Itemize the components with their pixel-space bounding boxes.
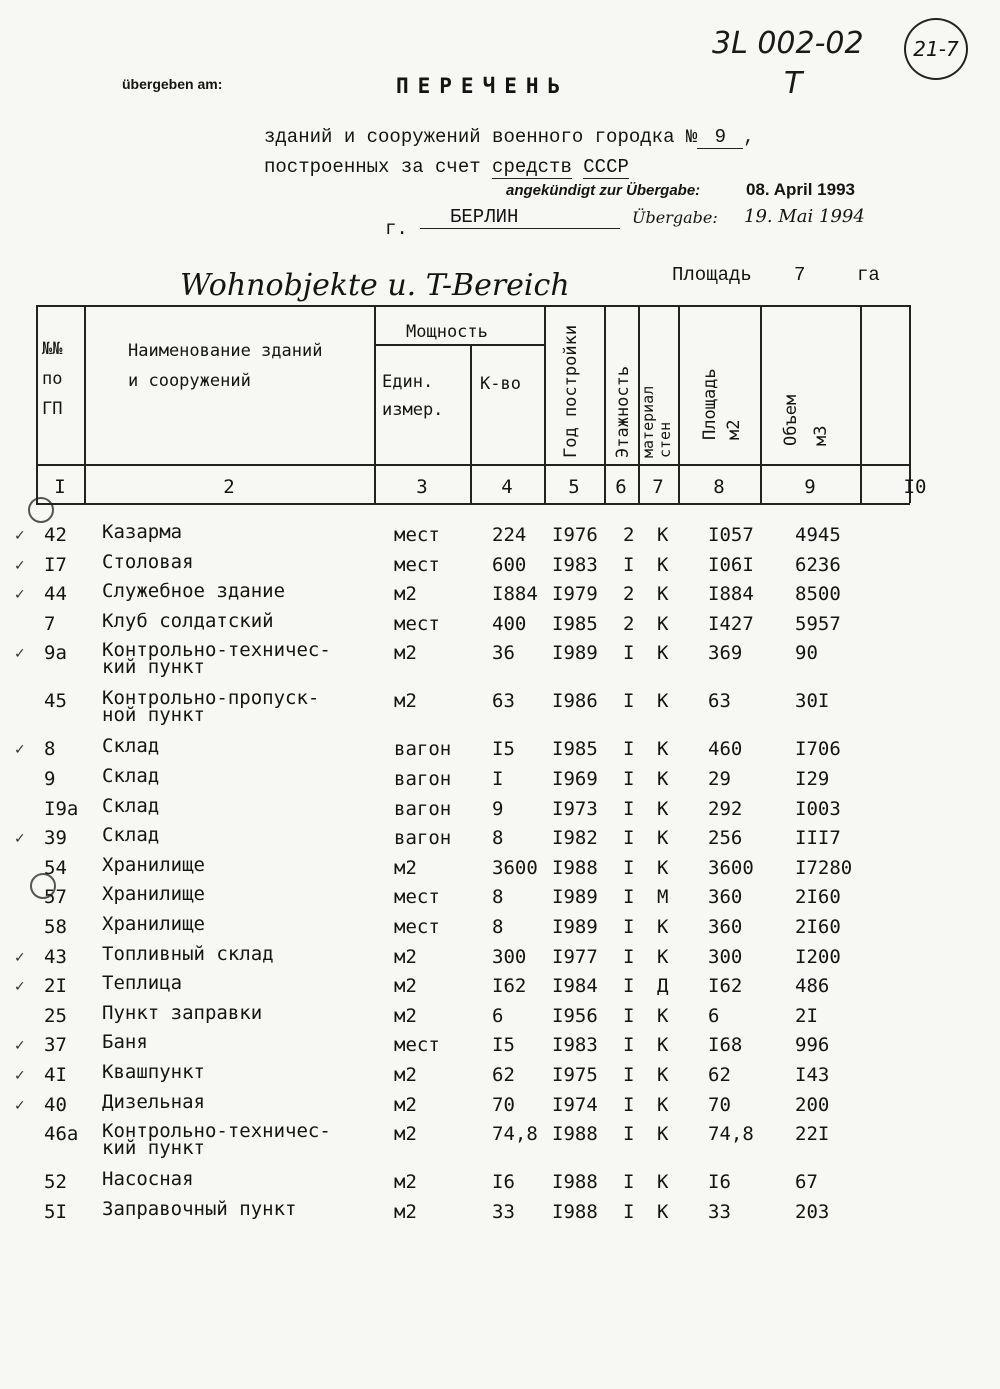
cell-name: Склад xyxy=(102,794,160,817)
handwritten-note: Wohnobjekte u. T-Bereich xyxy=(180,268,570,303)
cell-qty: 62 xyxy=(492,1064,515,1086)
cell-material: К xyxy=(657,612,669,635)
area-label: Площадь xyxy=(672,264,752,286)
cell-name: Хранилище xyxy=(102,913,205,935)
cell-area: 6 xyxy=(708,1004,720,1027)
cell-year: I977 xyxy=(552,945,598,968)
cell-area: I427 xyxy=(708,612,754,635)
cell-num: 44 xyxy=(44,583,67,606)
cell-floors: I xyxy=(623,1034,635,1057)
handover-date: 19. Mai 1994 xyxy=(744,206,865,227)
cell-name: Казарма xyxy=(102,521,183,543)
cell-unit: мест xyxy=(394,553,440,576)
title-line-1-suffix: , xyxy=(743,126,755,148)
column-number: 3 xyxy=(416,476,428,498)
punch-hole-top xyxy=(28,497,54,523)
country-text: СССР xyxy=(583,156,629,178)
cell-material: К xyxy=(657,916,669,938)
checkmark: ✓ xyxy=(14,979,26,996)
announced-date: 08. April 1993 xyxy=(746,180,855,199)
city-prefix: г. xyxy=(385,218,408,240)
column-number: 9 xyxy=(804,476,816,498)
cell-unit: м2 xyxy=(394,642,417,665)
cell-num: 42 xyxy=(44,524,67,546)
cell-num: 5I xyxy=(44,1200,67,1223)
cell-name: Склад xyxy=(102,824,160,847)
header-num: №№ по ГП xyxy=(42,339,63,419)
cell-qty: I884 xyxy=(492,583,538,606)
header-capacity: Мощность xyxy=(406,322,488,342)
cell-volume: I200 xyxy=(795,945,841,968)
cell-qty: 6 xyxy=(492,1004,504,1027)
uebergeben-label: übergeben am: xyxy=(122,76,223,92)
announced-label: angekündigt zur Übergabe: xyxy=(506,182,701,199)
cell-name: Контрольно-техничес- кий пункт xyxy=(102,639,331,679)
cell-volume: 6236 xyxy=(795,553,841,576)
cell-floors: I xyxy=(623,1200,635,1223)
cell-floors: I xyxy=(623,1064,635,1086)
cell-volume: 4945 xyxy=(795,524,841,546)
cell-unit: м2 xyxy=(394,975,417,998)
cell-floors: I xyxy=(623,768,635,790)
cell-material: К xyxy=(657,1064,669,1086)
cell-qty: 70 xyxy=(492,1093,515,1116)
cell-year: I975 xyxy=(552,1064,598,1086)
cell-volume: 90 xyxy=(795,642,818,665)
cell-unit: м2 xyxy=(394,1123,417,1146)
column-number: I xyxy=(54,476,66,498)
cell-floors: I xyxy=(623,975,635,998)
cell-floors: I xyxy=(623,642,635,665)
cell-area: I62 xyxy=(708,975,743,998)
cell-num: 37 xyxy=(44,1034,67,1057)
cell-qty: 74,8 xyxy=(492,1123,538,1146)
cell-volume: I29 xyxy=(795,768,830,790)
cell-area: 360 xyxy=(708,886,743,909)
cell-name: Теплица xyxy=(102,972,183,995)
cell-qty: I5 xyxy=(492,738,515,761)
cell-num: 4I xyxy=(44,1064,67,1086)
cell-volume: I706 xyxy=(795,738,841,761)
cell-material: К xyxy=(657,738,669,761)
cell-volume: 67 xyxy=(795,1171,818,1194)
cell-material: Д xyxy=(657,975,669,998)
cell-num: 43 xyxy=(44,945,67,968)
cell-material: К xyxy=(657,553,669,576)
cell-name: Служебное здание xyxy=(102,580,286,603)
cell-floors: I xyxy=(623,690,635,713)
cell-floors: I xyxy=(623,1093,635,1116)
checkmark: ✓ xyxy=(14,1038,26,1055)
cell-unit: мест xyxy=(394,916,440,938)
checkmark: ✓ xyxy=(14,587,26,604)
header-name: Наименование зданий и сооружений xyxy=(128,341,323,391)
cell-floors: I xyxy=(623,797,635,820)
cell-floors: 2 xyxy=(623,612,635,635)
cell-num: 52 xyxy=(44,1171,67,1194)
cell-material: К xyxy=(657,524,669,546)
cell-material: К xyxy=(657,797,669,820)
cell-qty: 8 xyxy=(492,827,504,850)
cell-material: М xyxy=(657,886,669,909)
column-number: 7 xyxy=(652,476,664,498)
cell-floors: I xyxy=(623,916,635,938)
cell-unit: м2 xyxy=(394,1093,417,1116)
cell-name: Контрольно-пропуск- ной пункт xyxy=(102,687,320,727)
cell-area: I68 xyxy=(708,1034,743,1057)
cell-qty: 400 xyxy=(492,612,527,635)
checkmark: ✓ xyxy=(14,831,26,848)
circle-mark: 21-7 xyxy=(904,18,968,80)
cell-unit: м2 xyxy=(394,1064,417,1086)
cell-material: К xyxy=(657,1171,669,1194)
cell-year: I988 xyxy=(552,856,598,879)
cell-area: 70 xyxy=(708,1093,731,1116)
cell-num: 54 xyxy=(44,856,67,879)
checkmark: ✓ xyxy=(14,949,26,966)
cell-num: 2I xyxy=(44,975,67,998)
cell-material: К xyxy=(657,1004,669,1027)
cell-name: Контрольно-техничес- кий пункт xyxy=(102,1120,331,1160)
cell-area: 360 xyxy=(708,916,743,938)
column-number: 4 xyxy=(501,476,513,498)
cell-volume: I003 xyxy=(795,797,841,820)
cell-qty: 8 xyxy=(492,886,504,909)
cell-material: К xyxy=(657,583,669,606)
title-line-2-text: построенных за счет xyxy=(264,156,481,178)
cell-year: I988 xyxy=(552,1200,598,1223)
header-area: Площадь м2 xyxy=(700,368,744,440)
cell-floors: 2 xyxy=(623,524,635,546)
header-volume: Объем м3 xyxy=(781,394,831,446)
cell-year: I988 xyxy=(552,1123,598,1146)
cell-num: 58 xyxy=(44,916,67,938)
cell-year: I983 xyxy=(552,553,598,576)
header-material: материал стен xyxy=(639,385,674,458)
title-line-1 xyxy=(264,126,755,149)
cell-area: 460 xyxy=(708,738,743,761)
cell-area: 62 xyxy=(708,1064,731,1086)
cell-name: Склад xyxy=(102,735,160,758)
cell-material: К xyxy=(657,642,669,665)
checkmark: ✓ xyxy=(14,742,26,759)
header-floors: Этажность xyxy=(613,365,633,458)
cell-floors: I xyxy=(623,856,635,879)
town-number: 9 xyxy=(697,126,743,149)
cell-num: 9 xyxy=(44,768,56,790)
cell-qty: 33 xyxy=(492,1200,515,1223)
cell-name: Баня xyxy=(102,1031,148,1054)
cell-material: К xyxy=(657,1034,669,1057)
cell-qty: 3600 xyxy=(492,856,538,879)
cell-unit: вагон xyxy=(394,827,452,850)
header-qty: К-во xyxy=(480,374,521,394)
column-number: 8 xyxy=(713,476,725,498)
cell-floors: I xyxy=(623,738,635,761)
cell-unit: мест xyxy=(394,524,440,546)
cell-area: 3600 xyxy=(708,856,754,879)
cell-qty: I6 xyxy=(492,1171,515,1194)
cell-volume: 200 xyxy=(795,1093,830,1116)
cell-floors: I xyxy=(623,827,635,850)
cell-area: I884 xyxy=(708,583,754,606)
cell-volume: I43 xyxy=(795,1064,830,1086)
cell-qty: 36 xyxy=(492,642,515,665)
cell-year: I976 xyxy=(552,524,598,546)
checkmark: ✓ xyxy=(14,1068,26,1084)
cell-floors: 2 xyxy=(623,583,635,606)
cell-year: I985 xyxy=(552,612,598,635)
cell-year: I989 xyxy=(552,916,598,938)
cell-name: Хранилище xyxy=(102,883,205,906)
cell-unit: м2 xyxy=(394,1200,417,1223)
header-year: Год постройки xyxy=(561,324,581,458)
cell-name: Пункт заправки xyxy=(102,1001,263,1024)
cell-unit: мест xyxy=(394,886,440,909)
cell-unit: м2 xyxy=(394,690,417,713)
cell-floors: I xyxy=(623,1171,635,1194)
checkmark: ✓ xyxy=(14,646,26,663)
cell-qty: I5 xyxy=(492,1034,515,1057)
cell-name: Клуб солдатский xyxy=(102,609,274,632)
cell-year: I989 xyxy=(552,642,598,665)
cell-year: I979 xyxy=(552,583,598,606)
cell-area: 63 xyxy=(708,690,731,713)
cell-num: 7 xyxy=(44,612,56,635)
cell-material: К xyxy=(657,690,669,713)
cell-volume: 2I xyxy=(795,1004,818,1027)
cell-num: 25 xyxy=(44,1004,67,1027)
cell-volume: I7280 xyxy=(795,856,853,879)
cell-volume: 996 xyxy=(795,1034,830,1057)
cell-num: I9а xyxy=(44,797,79,820)
column-number: 5 xyxy=(568,476,580,498)
cell-volume: III7 xyxy=(795,827,841,850)
cell-qty: 8 xyxy=(492,916,504,938)
cell-unit: вагон xyxy=(394,738,452,761)
header-unit: Един. измер. xyxy=(382,372,444,420)
cell-volume: 2I60 xyxy=(795,916,841,938)
cell-material: К xyxy=(657,1200,669,1223)
cell-name: Насосная xyxy=(102,1168,194,1191)
cell-area: 300 xyxy=(708,945,743,968)
cell-volume: 8500 xyxy=(795,583,841,606)
column-number: I0 xyxy=(903,476,927,498)
cell-qty: 63 xyxy=(492,690,515,713)
cell-name: Столовая xyxy=(102,550,194,573)
cell-name: Склад xyxy=(102,765,160,787)
column-number: 6 xyxy=(615,476,627,498)
cell-unit: мест xyxy=(394,1034,440,1057)
checkmark: ✓ xyxy=(14,557,26,574)
cell-material: К xyxy=(657,827,669,850)
checkmark: ✓ xyxy=(14,528,26,544)
cell-area: 29 xyxy=(708,768,731,790)
cell-unit: м2 xyxy=(394,583,417,606)
cell-area: 33 xyxy=(708,1200,731,1223)
cell-year: I983 xyxy=(552,1034,598,1057)
cell-name: Квашпункт xyxy=(102,1061,205,1083)
cell-volume: 22I xyxy=(795,1123,830,1146)
cell-volume: 5957 xyxy=(795,612,841,635)
cell-name: Топливный склад xyxy=(102,942,274,965)
cell-unit: вагон xyxy=(394,768,452,790)
cell-qty: I62 xyxy=(492,975,527,998)
cell-num: I7 xyxy=(44,553,67,576)
cell-name: Дизельная xyxy=(102,1090,205,1113)
cell-volume: 203 xyxy=(795,1200,830,1223)
cell-num: 46а xyxy=(44,1123,79,1146)
cell-unit: м2 xyxy=(394,1171,417,1194)
cell-year: I984 xyxy=(552,975,598,998)
cell-area: I06I xyxy=(708,553,754,576)
cell-qty: 9 xyxy=(492,797,504,820)
cell-area: 292 xyxy=(708,797,743,820)
cell-floors: I xyxy=(623,886,635,909)
cell-num: 57 xyxy=(44,886,67,909)
cell-material: К xyxy=(657,856,669,879)
city-name: БЕРЛИН xyxy=(420,206,620,229)
cell-area: 369 xyxy=(708,642,743,665)
cell-year: I988 xyxy=(552,1171,598,1194)
cell-volume: 2I60 xyxy=(795,886,841,909)
cell-num: 40 xyxy=(44,1093,67,1116)
cell-num: 45 xyxy=(44,690,67,713)
cell-year: I985 xyxy=(552,738,598,761)
document-id: 3L 002-02 xyxy=(712,26,864,61)
cell-floors: I xyxy=(623,553,635,576)
cell-floors: I xyxy=(623,1004,635,1027)
funds-text: средств xyxy=(492,156,572,178)
cell-year: I982 xyxy=(552,827,598,850)
area-unit: га xyxy=(857,264,880,286)
cell-year: I986 xyxy=(552,690,598,713)
cell-num: 8 xyxy=(44,738,56,761)
area-value: 7 xyxy=(794,264,806,286)
cell-year: I973 xyxy=(552,797,598,820)
handover-label: Übergabe: xyxy=(632,208,718,227)
cell-year: I969 xyxy=(552,768,598,790)
column-number: 2 xyxy=(223,476,235,498)
cell-unit: м2 xyxy=(394,1004,417,1027)
cell-unit: вагон xyxy=(394,797,452,820)
cell-qty: 300 xyxy=(492,945,527,968)
cell-num: 39 xyxy=(44,827,67,850)
cell-qty: 224 xyxy=(492,524,527,546)
cell-unit: м2 xyxy=(394,856,417,879)
cell-area: 256 xyxy=(708,827,743,850)
checkmark: ✓ xyxy=(14,1097,26,1114)
cell-year: I956 xyxy=(552,1004,598,1027)
title-line-2 xyxy=(264,156,629,178)
document-id-suffix: T xyxy=(784,66,803,101)
cell-material: К xyxy=(657,945,669,968)
cell-num: 9а xyxy=(44,642,67,665)
cell-name: Заправочный пункт xyxy=(102,1197,297,1220)
cell-material: К xyxy=(657,768,669,790)
cell-year: I989 xyxy=(552,886,598,909)
cell-area: I057 xyxy=(708,524,754,546)
cell-qty: 600 xyxy=(492,553,527,576)
cell-volume: 486 xyxy=(795,975,830,998)
title-line-1-prefix: зданий и сооружений военного городка № xyxy=(264,126,698,148)
cell-unit: мест xyxy=(394,612,440,635)
cell-material: К xyxy=(657,1093,669,1116)
cell-name: Хранилище xyxy=(102,853,205,876)
cell-volume: 30I xyxy=(795,690,830,713)
cell-material: К xyxy=(657,1123,669,1146)
page-title: ПЕРЕЧЕНЬ xyxy=(396,74,570,98)
cell-floors: I xyxy=(623,1123,635,1146)
cell-area: I6 xyxy=(708,1171,731,1194)
cell-year: I974 xyxy=(552,1093,598,1116)
cell-qty: I xyxy=(492,768,504,790)
cell-floors: I xyxy=(623,945,635,968)
cell-area: 74,8 xyxy=(708,1123,754,1146)
cell-unit: м2 xyxy=(394,945,417,968)
